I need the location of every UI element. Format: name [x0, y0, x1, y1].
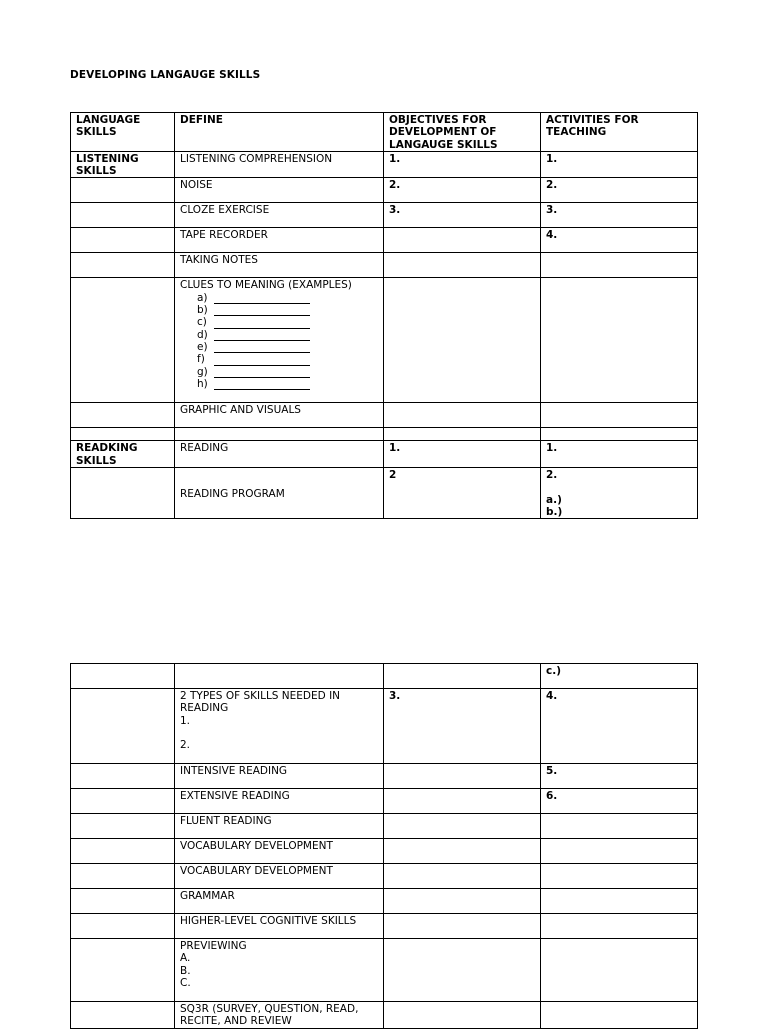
- table-row: [71, 864, 698, 889]
- table-row: [71, 814, 698, 839]
- skills-table-1: [70, 112, 698, 519]
- table-row: [71, 839, 698, 864]
- activity-cell: 2.: [541, 178, 698, 203]
- table-row: [71, 203, 698, 228]
- define-cell: EXTENSIVE READING: [175, 789, 384, 814]
- activity-cell: [541, 253, 698, 278]
- blank-line: [214, 355, 310, 366]
- activity-cell: [541, 468, 698, 519]
- objective-cell: [384, 839, 541, 864]
- define-cell: FLUENT READING: [175, 814, 384, 839]
- define-cell: [175, 689, 384, 764]
- clue-line: d): [180, 329, 378, 341]
- clue-line: g): [180, 366, 378, 378]
- table-row: [71, 889, 698, 914]
- list-item: 1.: [180, 714, 191, 727]
- clues-cell: [175, 278, 384, 403]
- document-title: DEVELOPING LANGAUGE SKILLS: [70, 69, 261, 81]
- define-cell: INTENSIVE READING: [175, 764, 384, 789]
- objective-cell: [384, 428, 541, 441]
- list-item: 2.: [180, 739, 191, 752]
- objective-cell: 1.: [384, 441, 541, 468]
- objective-cell: [384, 278, 541, 403]
- skill-cell: [71, 664, 175, 689]
- list-item: C.: [180, 976, 191, 989]
- blank-line: [214, 367, 310, 378]
- activity-number: 2.: [546, 469, 558, 482]
- clue-line: h): [180, 378, 378, 390]
- activity-cell: 6.: [541, 789, 698, 814]
- activity-cell: [541, 403, 698, 428]
- clue-line: a): [180, 292, 378, 304]
- objective-cell: 2.: [384, 178, 541, 203]
- activity-cell: c.): [541, 664, 698, 689]
- skill-cell: [71, 228, 175, 253]
- skill-cell: [71, 689, 175, 764]
- activity-cell: [541, 914, 698, 939]
- table-row: [71, 278, 698, 403]
- define-cell: HIGHER-LEVEL COGNITIVE SKILLS: [175, 914, 384, 939]
- activity-cell: [541, 428, 698, 441]
- blank-line: [214, 293, 310, 304]
- table-header-row: [71, 113, 698, 152]
- skill-cell: LISTENING SKILLS: [71, 151, 175, 178]
- skill-cell: [71, 789, 175, 814]
- activity-cell: 4.: [541, 689, 698, 764]
- header-objectives: OBJECTIVES FOR DEVELOPMENT OF LANGAUGE SKILLS: [384, 113, 541, 152]
- objective-cell: [384, 664, 541, 689]
- objective-cell: 3.: [384, 689, 541, 764]
- define-cell: VOCABULARY DEVELOPMENT: [175, 864, 384, 889]
- objective-cell: [384, 864, 541, 889]
- activity-cell: 3.: [541, 203, 698, 228]
- activity-cell: [541, 278, 698, 403]
- define-cell: [175, 939, 384, 1002]
- activity-subitem: b.): [546, 505, 563, 518]
- blank-line: [214, 305, 310, 316]
- define-cell: GRAPHIC AND VISUALS: [175, 403, 384, 428]
- skill-cell: [71, 468, 175, 519]
- skill-cell: [71, 178, 175, 203]
- table-row: [71, 914, 698, 939]
- define-cell: [175, 428, 384, 441]
- blank-line: [214, 379, 310, 390]
- skill-cell: [71, 253, 175, 278]
- activity-cell: [541, 889, 698, 914]
- activity-cell: [541, 839, 698, 864]
- objective-cell: [384, 939, 541, 1002]
- clue-line: f): [180, 353, 378, 365]
- list-item: B.: [180, 964, 191, 977]
- table-row: [71, 789, 698, 814]
- objective-cell: [384, 228, 541, 253]
- header-activities: ACTIVITIES FOR TEACHING: [541, 113, 698, 152]
- activity-cell: 1.: [541, 151, 698, 178]
- table-row: [71, 253, 698, 278]
- objective-cell: [384, 1002, 541, 1029]
- define-label: CLUES TO MEANING (EXAMPLES): [180, 279, 352, 292]
- objective-cell: [384, 403, 541, 428]
- skills-table-2: [70, 663, 698, 1029]
- skill-cell: [71, 839, 175, 864]
- objective-cell: [384, 764, 541, 789]
- skill-cell: [71, 428, 175, 441]
- skill-cell: [71, 764, 175, 789]
- objective-cell: [384, 253, 541, 278]
- define-cell: TAKING NOTES: [175, 253, 384, 278]
- skill-cell: [71, 889, 175, 914]
- skill-cell: [71, 814, 175, 839]
- activity-cell: 1.: [541, 441, 698, 468]
- header-define: DEFINE: [175, 113, 384, 152]
- activity-cell: [541, 814, 698, 839]
- objective-cell: [384, 814, 541, 839]
- blank-line: [214, 318, 310, 329]
- define-cell: GRAMMAR: [175, 889, 384, 914]
- list-item: A.: [180, 952, 191, 965]
- clue-line: c): [180, 316, 378, 328]
- objective-cell: 3.: [384, 203, 541, 228]
- table-row: [71, 228, 698, 253]
- table-row: [71, 1002, 698, 1029]
- table-row: [71, 151, 698, 178]
- skill-cell: [71, 864, 175, 889]
- activity-cell: 4.: [541, 228, 698, 253]
- objective-cell: [384, 889, 541, 914]
- skill-cell: [71, 278, 175, 403]
- table-row: [71, 664, 698, 689]
- objective-cell: [384, 914, 541, 939]
- clue-line: e): [180, 341, 378, 353]
- activity-cell: [541, 1002, 698, 1029]
- activity-cell: 5.: [541, 764, 698, 789]
- define-cell: CLOZE EXERCISE: [175, 203, 384, 228]
- activity-cell: [541, 864, 698, 889]
- define-cell: READING PROGRAM: [175, 468, 384, 519]
- define-cell: VOCABULARY DEVELOPMENT: [175, 839, 384, 864]
- objective-cell: 1.: [384, 151, 541, 178]
- table-row: [71, 939, 698, 1002]
- skill-cell: [71, 203, 175, 228]
- table-row: [71, 468, 698, 519]
- skill-cell: [71, 1002, 175, 1029]
- table-row: [71, 441, 698, 468]
- table-row: [71, 403, 698, 428]
- skill-cell: READKING SKILLS: [71, 441, 175, 468]
- define-cell: [175, 664, 384, 689]
- table-row: [71, 689, 698, 764]
- header-language-skills: LANGUAGE SKILLS: [71, 113, 175, 152]
- table-row: [71, 764, 698, 789]
- define-cell: SQ3R (SURVEY, QUESTION, READ, RECITE, AND REVIEW: [175, 1002, 384, 1029]
- skill-cell: [71, 939, 175, 1002]
- clue-line: b): [180, 304, 378, 316]
- blank-line: [214, 330, 310, 341]
- objective-cell: [384, 789, 541, 814]
- skill-cell: [71, 403, 175, 428]
- blank-line: [214, 342, 310, 353]
- define-cell: TAPE RECORDER: [175, 228, 384, 253]
- define-cell: NOISE: [175, 178, 384, 203]
- objective-cell: 2: [384, 468, 541, 519]
- table-row: [71, 178, 698, 203]
- define-cell: LISTENING COMPREHENSION: [175, 151, 384, 178]
- activity-subitem: a.): [546, 493, 562, 506]
- skill-cell: [71, 914, 175, 939]
- define-cell: READING: [175, 441, 384, 468]
- define-label: PREVIEWING: [180, 940, 247, 952]
- activity-cell: [541, 939, 698, 1002]
- define-label: 2 TYPES OF SKILLS NEEDED IN READING: [180, 690, 341, 715]
- table-row-spacer: [71, 428, 698, 441]
